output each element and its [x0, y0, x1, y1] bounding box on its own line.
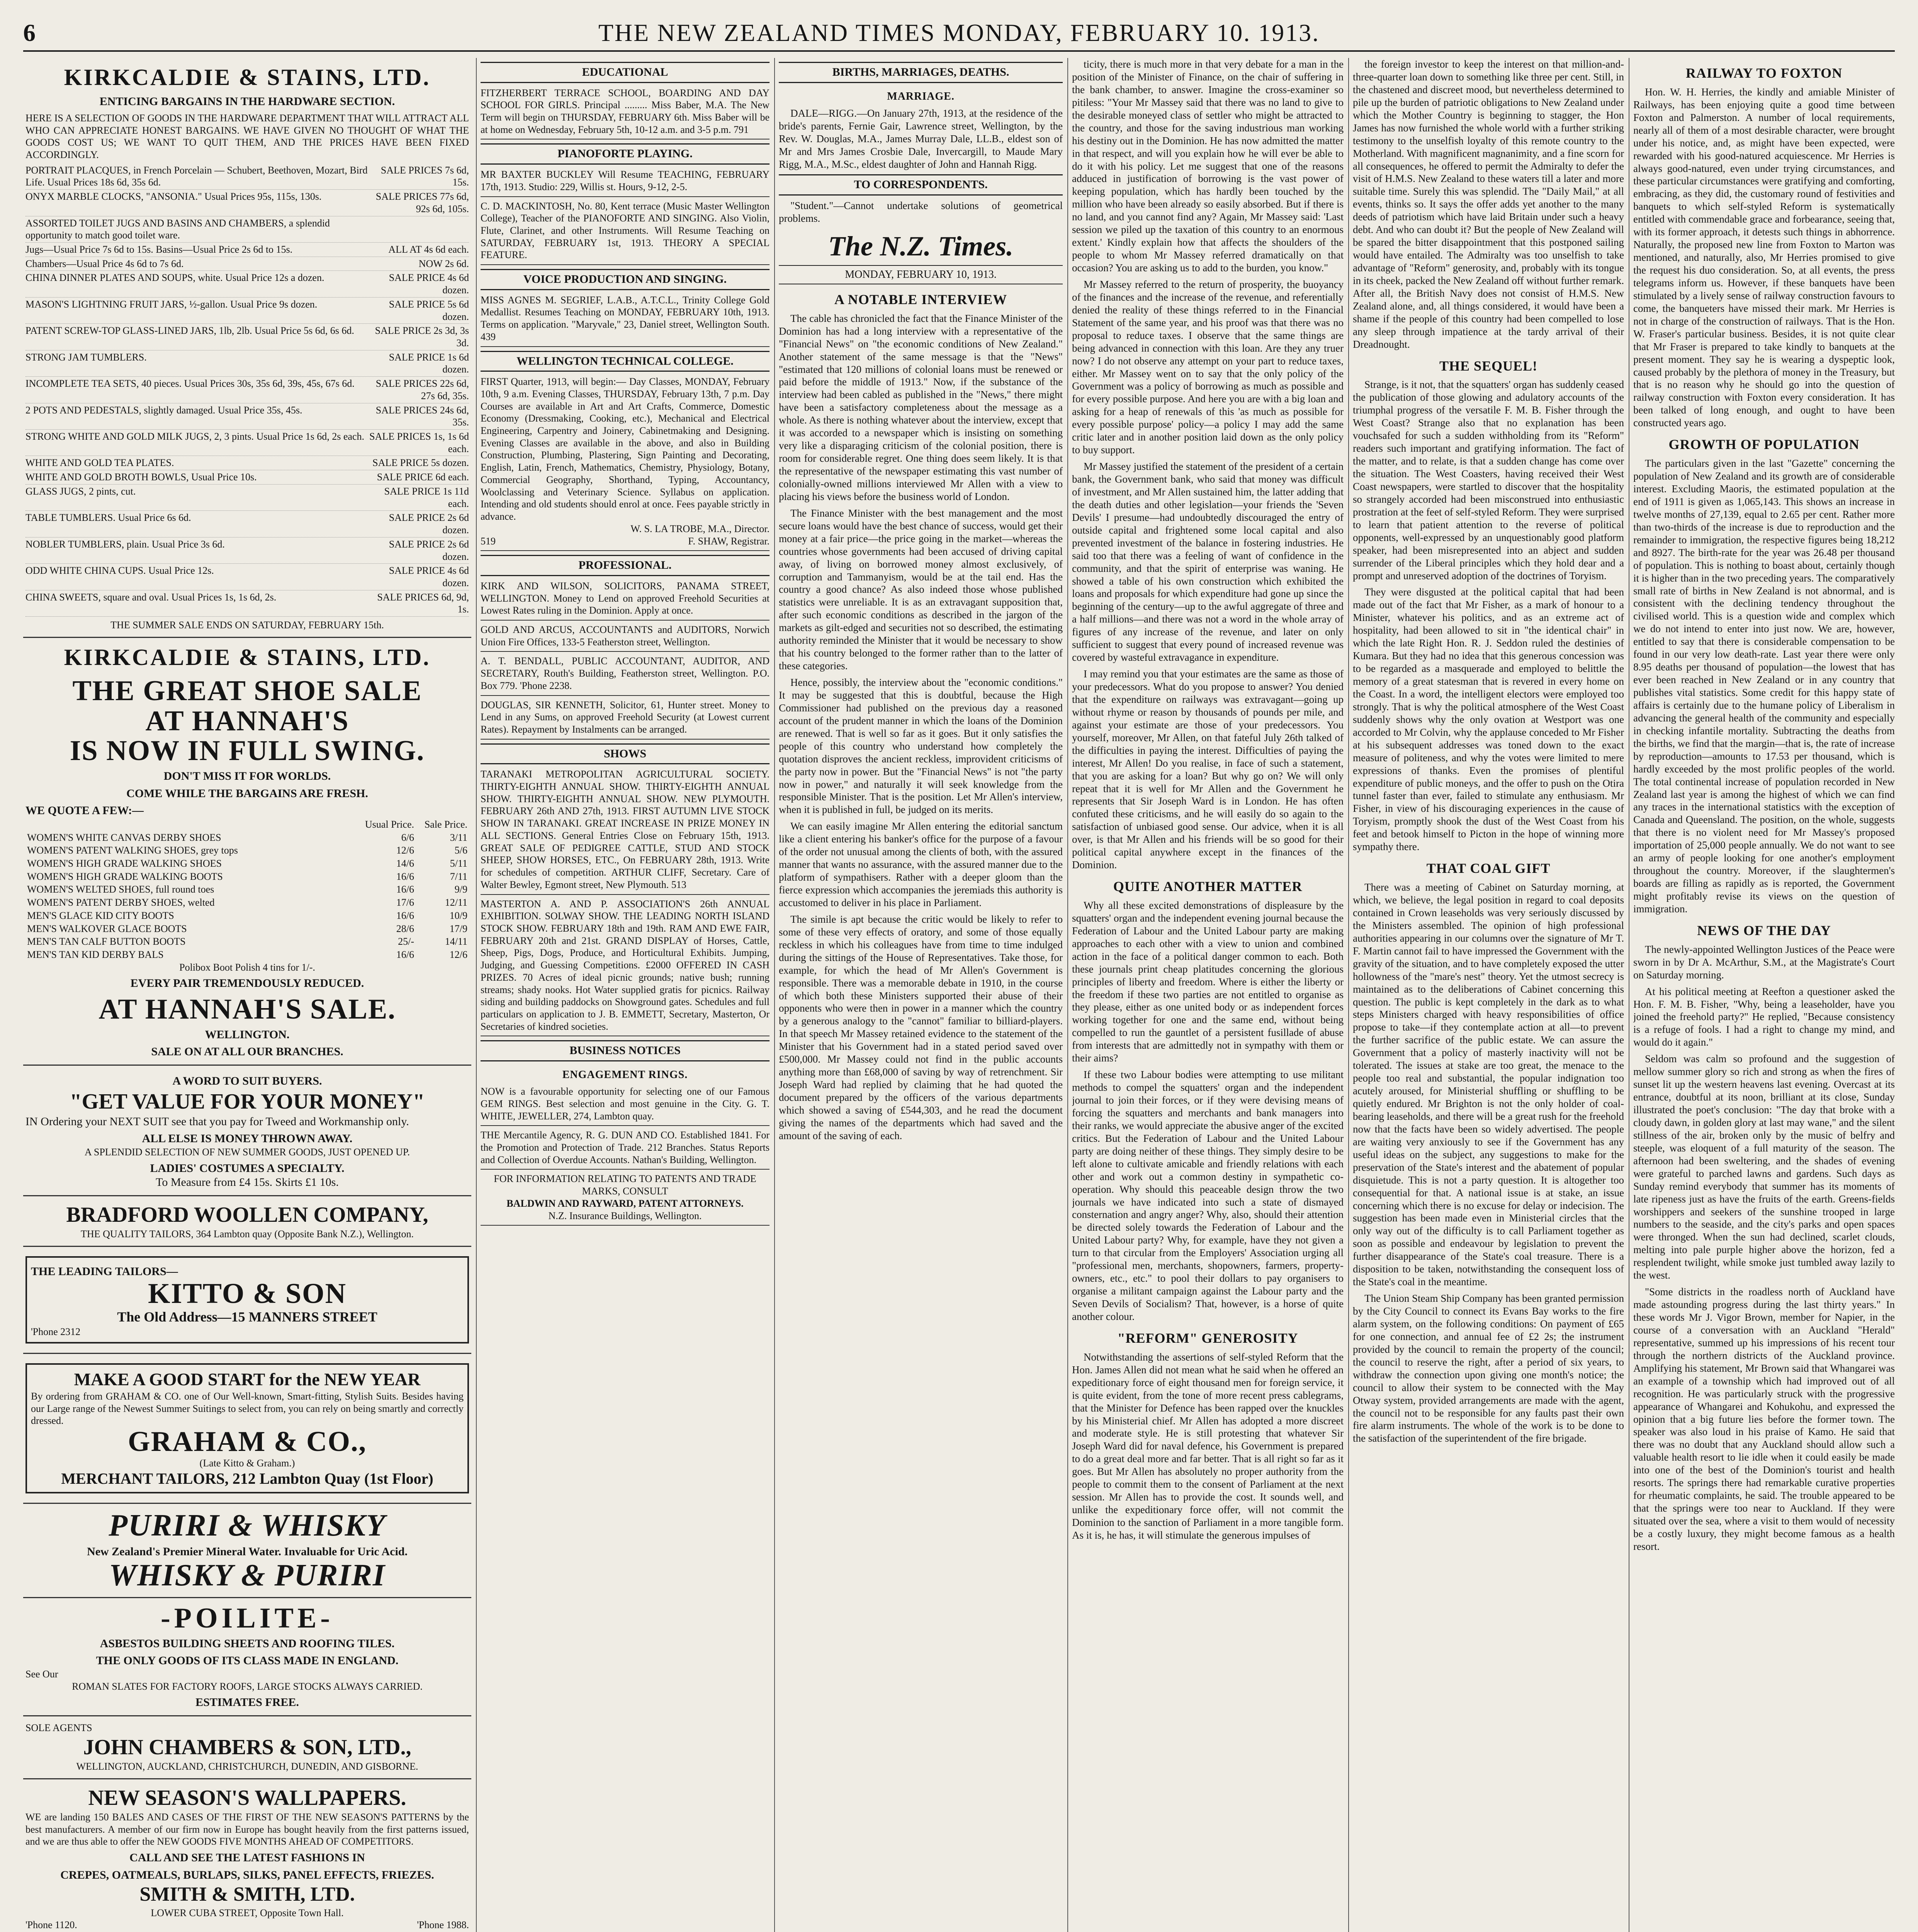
advertising-column: [23, 58, 471, 1932]
price-row: CHINA SWEETS, square and oval. Usual Prices 1s, 1s 6d, 2s. SALE PRICES 6d, 9d, 1s.: [25, 590, 469, 617]
table-row: WOMEN'S HIGH GRADE WALKING SHOES 14/6 5/11: [27, 858, 467, 869]
shoe-price-table: [25, 818, 469, 961]
ad-heading-2: SMITH & SMITH, LTD.: [139, 1883, 355, 1906]
table-row: MEN'S TAN CALF BUTTON BOOTS 25/- 14/11: [27, 936, 467, 947]
value-for-money-ad: [23, 1066, 471, 1196]
notice-masterton-show: MASTERTON A. AND P. ASSOCIATION'S 26th ANNUAL EXHIBITION. SOLWAY SHOW. THE LEADING NORTH ISLAND STOCK SHOW. FEBRUARY 18th and 19th. RAM AND EWE FAIR, FEBRUARY 20th and 21st. GRAND DISPLAY of Horses, Cattle, Sheep, Pigs, Dogs, Produce, and Horticultural Exhibits. Jumping, Judging, and Guessing Competitions. £2000 OFFERED IN CASH PRIZES. 70 Acres of ideal picnic grounds; native bush; running streams; shady nooks. Hot Water supplied gratis for picnics. Railway siding and building paddocks on Showground gates. Schedules and full particulars on application to J. B. EMMETT, Secretary, Masterton, Or Secretaries of kindred societies.: [481, 898, 770, 1037]
notice-mackintosh: C. D. MACKINTOSH, No. 80, Kent terrace (Music Master Wellington College), Teacher of the PIANOFORTE AND SINGING. Also Violin, Flute, Clarinet, and other Instruments. Will Resume Teaching on SATURDAY, FEBRUARY 1st, 1913. THEORY A SPECIAL FEATURE.: [481, 200, 770, 265]
shoe-sale-ad: [23, 638, 471, 1066]
article-paragraph: The Union Steam Ship Company has been granted permission by the City Council to connect its Evans Bay works to the fire alarm system, on the following conditions: On payment of £65 for one connection, and annual fee of £2 2s; the instrument provided by the council to remain the property of the council; the council to reserve the right, after a period of six years, to withdraw the connection upon giving one month's notice; the council to allow their system to be connected with the May Otway system, provided arrangements are made with the agent, the council not to be responsible for any faults past their own fire alarm instruments. The whole of the work is to be done to the satisfaction of the superintendent of the fire brigade.: [1353, 1293, 1624, 1444]
notice-segrief: MISS AGNES M. SEGRIEF, L.A.B., A.T.C.L., Trinity College Gold Medallist. Resumes Teaching on MONDAY, FEBRUARY 10th, 1913. Terms on application. "Maryvale," 23, Daniel street, Wellington South. 439: [481, 294, 770, 347]
price-row: PATENT SCREW-TOP GLASS-LINED JARS, 1lb, 2lb. Usual Price 5s 6d, 6s 6d. SALE PRICE 2s 3d, 3s 3d.: [25, 324, 469, 350]
article-paragraph: ticity, there is much more in that very debate for a man in the position of the Minister of Finance, on the chair of suffering in the bank chamber, to answer. Imagine the cross-examiner so pitiless: "Your Mr Massey said that there was no land to give to the desirable moneyed class of settler who might be attracted to the country, and those for the saving industrious man working his destiny out in the Dominion. He has now admitted the matter in that respect, and will you explain how he will ever be able to do it with his policy. Let me suggest that one of the reasons adduced in justification of borrowing is the vast power of keeping population, which has hardly been touched by the million who have been already so easily absorbed. But if there is no land, and you cannot find any? Again, Mr Massey said: 'Last session we piled up the taxation of this country to an enormous extent.' Kindly explain how that affects the shoulders of the people to whom Mr Massey referred dramatically on that occasion? You are asking us to add to the burden, you know.": [1072, 58, 1344, 274]
notice-kirk-wilson: KIRK AND WILSON, SOLICITORS, PANAMA STREET, WELLINGTON. Money to Lend on approved Freehold Securities at Lowest Rates ruling in the Dominion. Apply at once.: [481, 580, 770, 621]
bradford-woollen-ad: [23, 1196, 471, 1247]
article-paragraph: There was a meeting of Cabinet on Saturday morning, at which, we believe, the legal position in regard to coal deposits contained in Crown leaseholds was very seriously discussed by the Ministers assembled. The opinion of high professional authorities appearing in our columns over the signature of Mr T. F. Martin cannot fail to have impressed the Government with the gravity of the situation, and to have completely exposed the utter hollowness of the "mare's nest" theory. Yet the utmost secrecy is maintained as to the deliberations of Cabinet concerning this question. The public is kept completely in the dark as to what steps Ministers charged with heavy responsibilities of office propose to take—if they contemplate action at all—to prevent the further sacrifice of the public estate. We can assure the Government that a policy of masterly inactivity will not be tolerated. The issues at stake are too great, the menace to the people too real and substantial, the popular indignation too acutely aroused, for Ministerial shuffling or shuffling to be quietly endured. Mr Brighton is not the only holder of coal-bearing leaseholds, and there will be a great rush for the freehold now that the facts have been so widely advertised. The people are waiting very anxiously to see if the Government has any useful ideas on the subject, any suggestions to make for the preservation of the State's interest and the abatement of popular disquietude. This is not a party question. It is altogether too consequential for that. A national issue is at stake, an issue concerning which there is no excuse for delay or indecision. The suggestion has been made even in Ministerial circles that the only way out of the difficulty is to call Parliament together as soon as possible and endeavour by legislation to prevent the further disappearance of the State's coal treasure. There is a disposition to be taken, notwithstanding the consequent loss of the State's coal in the meantime.: [1353, 881, 1624, 1288]
shoe-quote-label: WE QUOTE A FEW:—: [25, 804, 144, 817]
ad-heading: JOHN CHAMBERS & SON, LTD.,: [83, 1735, 411, 1759]
price-row: ASSORTED TOILET JUGS AND BASINS AND CHAMBERS, a splendid opportunity to match good toilet ware.: [25, 216, 469, 243]
column-rule: [774, 58, 775, 1932]
ad-heading: KIRKCALDIE & STAINS, LTD.: [64, 644, 431, 670]
polish-offer: Polibox Boot Polish 4 tins for 1/-.: [179, 961, 315, 973]
article-title-coal-gift: THAT COAL GIFT: [1426, 861, 1551, 876]
article-paragraph: Mr Massey referred to the return of prosperity, the buoyancy of the finances and the increase of the revenue, and referentially denied the reality of these things referred to in the Financial Statement of the same year, and his proof was that there was no proposal to reduce taxes. I observe that the same things are being advanced in connection with this loan. Are they any truer now? I do not observe any attempt on your part to reduce taxes, either. Mr Massey went on to say that the only policy of the Government was a policy of borrowing as much as possible and for every possible purpose. And here you are with a big loan and asking for a heap of renewals of this 'as much as possible for every possible purpose' policy—a policy I may add the same critic later and in another position laid down as the only policy to buy support.: [1072, 278, 1344, 456]
graham-co-ad: [23, 1354, 471, 1504]
sale-end-note: THE SUMMER SALE ENDS ON SATURDAY, FEBRUARY 15th.: [110, 619, 384, 631]
price-row: Jugs—Usual Price 7s 6d to 15s. Basins—Usual Price 2s 6d to 15s. ALL AT 4s 6d each.: [25, 243, 469, 257]
marriage-notice: DALE—RIGG.—On January 27th, 1913, at the residence of the bride's parents, Fernie Gair, Lawrence street, Wellington, by the Rev. W. Douglas, M.A., James Murray Dale, LL.B., eldest son of Mr and Mrs James Crosbie Dale, Invercargill, to Maude Mary Rigg, M.A., M.Sc., eldest daughter of John and Hannah Rigg.: [779, 107, 1063, 170]
ad-frame: [25, 1363, 469, 1493]
article-paragraph: They were disgusted at the political capital that had been made out of the fact that Mr Fisher, as a mark of honour to a Minister, whatever his politics, and as an extreme act of hospitality, had been allowed to sit in "the identical chair" in which the late Right Hon. R. J. Seddon ruled the destinies of Kumara. But they had no idea that this generous concession was to be regarded as a masquerade and employed to belittle the memory of a great statesman that is revered in every home on the Coast. In a word, the intelligent electors were employed too strongly. That is why the political atmosphere of the West Coast suddenly shows why the only ovation at Westport was one accorded to Mr Colvin, why the applause conceded to Mr Fisher at his subsequent addresses was toned down to the exact measure of politeness, and why the votes were limited to mere expressions of thanks. Even the promises of plentiful expenditure of public moneys, and the offer to push on the Otira tunnel faster than ever, failed to stimulate any enthusiasm. Mr Fisher, in view of his discouraging experiences in the cause of Toryism, promptly shook the dust of the West Coast from his feet and betook himself to Picton in the hope of winning more sympathy there.: [1353, 586, 1624, 853]
ad-line: To Measure from £4 15s. Skirts £1 10s.: [156, 1176, 339, 1189]
notice-bendall: A. T. BENDALL, PUBLIC ACCOUNTANT, AUDITOR, AND SECRETARY, Routh's Building, Featherston street, Wellington. P.O. Box 779. 'Phone 2238.: [481, 655, 770, 696]
ad-line: ROMAN SLATES FOR FACTORY ROOFS, LARGE STOCKS ALWAYS CARRIED.: [72, 1680, 423, 1692]
editorial-column-1: [779, 58, 1063, 1932]
correspondents-heading: TO CORRESPONDENTS.: [779, 174, 1063, 196]
article-title-quite-another-matter: QUITE ANOTHER MATTER: [1113, 879, 1303, 895]
article-paragraph: the foreign investor to keep the interest on that million-and-three-quarter loan down to something like three per cent. Still, in the chastened and discreet mood, but nevertheless determined to pile up the burden of patriotic obligations to New Zealand under which the Mother Country is beginning to stagger, the Hon James has now furnished the whole world with a further striking testimony to the unselfish loyalty of this remote country to the Motherland. With magnificent magnanimity, and a fine scorn for all consequences, he offered to permit the Admiralty to defer the visit of H.M.S. New Zealand to these waters till a later and more suitable time. Surely this was splendid. The "Daily Mail," at all events, thinks so. It says the offer adds yet another to the many deeds of patriotism which have laid Britain under such a heavy debt. And who can doubt it? But the people of New Zealand will be spared the bitter disappointment that this postponed sailing would have entailed. The Admiralty was too unselfish to take advantage of "Reform" generosity, and, probably with its tongue in its cheek, packed the New Zealand off without further remark. After all, the British Navy does not consist of H.M.S. New Zealand alone, and, all things considered, it would have been a shame if the people of this country had been compelled to lose any sleep through impatience at the tardy arrival of their Dreadnought.: [1353, 58, 1624, 350]
article-paragraph: Seldom was calm so profound and the suggestion of mellow summer glory so rich and strong as when the fires of sunset lit up the western heavens last evening. Overcast at its entrance, doubtful at its noon, brilliant at its close, Sunday illustrated the poet's conclusion: "The day that broke with a cloudy dawn, in golden glory at last may wane," and the silent stillness of the air, broken only by the music of belfry and steeple, was eloquent of a full maturity of the season. The afternoon had been sweltering, and the shades of evening were grateful to parched lawns and gardens. Such days as Sunday remind everybody that summer has its moments of late ripeness just as have the fruits of the earth. Greens-fields worshippers and seekers of the sunshine trooped in large numbers to the seaside, and the city's parks and open spaces were thronged. When the sun had declined, scarlet clouds, melting into pale purple higher above the horizon, fed a resplendent twilight, while smoke just tumbled away lazily to the west.: [1633, 1053, 1895, 1281]
ad-heading: "GET VALUE FOR YOUR MONEY": [70, 1089, 425, 1114]
correspondents-notice: "Student."—Cannot undertake solutions of geometrical problems.: [779, 200, 1063, 224]
ad-pretitle: MAKE A GOOD START for the NEW YEAR: [74, 1369, 421, 1389]
article-paragraph: Notwithstanding the assertions of self-styled Reform that the Hon. James Allen did not mean what he said when he offered an expeditionary force of eight thousand men for foreign service, it is quite evident, from the tone of more recent press cablegrams, that the Minister for Defence has been rapped over the knuckles by his Ministerial chief. Mr Allen has adopted a more discreet and moderate style. He is still protesting that whatever Sir Joseph Ward did for naval defence, his Government is prepared to do a great deal more and far better. That is all right so far as it goes. But Mr Allen has absolutely no proper authority from the people to commit them to the consent of Parliament at the next session. Mr Allen has to provide the cost. It sounds well, and unlike the expeditionary force offer, will not commit the Dominion to the sanction of Parliament in a more tangible form. As it is, he has, it will stimulate the generous impulses of: [1072, 1351, 1344, 1541]
notice-technical-college: FIRST Quarter, 1913, will begin:— Day Classes, MONDAY, February 10th, 9 a.m. Evening Classes, THURSDAY, February 13th, 7 p.m. Day Courses are available in Art and Art Crafts, Commerce, Domestic Economy (Dressmaking, Cooking, etc.), Mechanical and Electrical Engineering, Carpentry and Joinery, Cabinetmaking and Designing. Evening Classes are available in the above, and also in Building Construction, Plumbing, Plastering, Sign Painting and Decorating, English, Latin, French, Mathematics, Chemistry, Physiology, Botany, Commercial Geography, Shorthand, Typing, Accountancy, Woolclassing and Veterinary Science. Syllabus on application. Intending and old students should enrol at once. Fees payable strictly in advance. W. S. LA TROBE, M.A., Director. 519 F. SHAW, Registrar.: [481, 376, 770, 551]
ad-phones: [25, 1919, 469, 1931]
article-paragraph: The Finance Minister with the best management and the most secure loans would have the best chance of success, would get their money at a fair price—the price going in the market—whereas the countries whose governments had been accused of driving capital away, of living on borrowed money almost exclusively, of corruption and Tammanyism, would be at the tail end. Has the country a good chance? As also indeed those whose published statistics were unreliable. It is as an extravagant supposition that, after such economic conditions as described in the jargon of the markets as gilt-edged and securities not so described, the estimating authority reminded the Minister that it would be necessary to show that his country belonged to the former rather than to the latter of these categories.: [779, 507, 1063, 672]
table-row: WOMEN'S PATENT WALKING SHOES, grey tops 12/6 5/6: [27, 845, 467, 856]
price-row: ONYX MARBLE CLOCKS, "ANSONIA." Usual Prices 95s, 115s, 130s. SALE PRICES 77s 6d, 92s 6d, 105s.: [25, 190, 469, 216]
price-row: ODD WHITE CHINA CUPS. Usual Price 12s. SALE PRICE 4s 6d dozen.: [25, 564, 469, 590]
price-row: STRONG WHITE AND GOLD MILK JUGS, 2, 3 pints. Usual Price 1s 6d, 2s each. SALE PRICES 1s, 1s 6d each.: [25, 430, 469, 456]
ad-heading: BRADFORD WOOLLEN COMPANY,: [66, 1202, 428, 1227]
table-row: MEN'S WALKOVER GLACE BOOTS 28/6 17/9: [27, 923, 467, 934]
price-row: CHINA DINNER PLATES AND SOUPS, white. Usual Price 12s a dozen. SALE PRICE 4s 6d dozen.: [25, 271, 469, 297]
notice-dun-agency: THE Mercantile Agency, R. G. DUN AND CO. Established 1841. For the Promotion and Protection of Trade. 212 Branches. Status Reports and Collection of Overdue Accounts. Nathan's Building, Wellington.: [481, 1129, 770, 1170]
ad-line: ASBESTOS BUILDING SHEETS AND ROOFING TILES.: [100, 1637, 395, 1650]
newspaper-logo: The N.Z. Times.: [828, 230, 1014, 262]
table-row: WOMEN'S WELTED SHOES, full round toes 16/6 9/9: [27, 884, 467, 895]
ad-intro: HERE IS A SELECTION OF GOODS IN THE HARDWARE DEPARTMENT THAT WILL ATTRACT ALL WHO CAN APPRECIATE HONEST BARGAINS. WE HAVE GIVEN NO THOUGHT OF WHAT THE GOODS COST US; WE WANT TO QUIT THEM, AND THE PRICES HAVE BEEN FIXED ACCORDINGLY.: [25, 112, 469, 160]
ad-subheading: THE QUALITY TAILORS, 364 Lambton quay (Opposite Bank N.Z.), Wellington.: [81, 1228, 414, 1240]
article-paragraph: Hon. W. H. Herries, the kindly and amiable Minister of Railways, has been enjoying quite a good time between Foxton and Palmerston. A number of local requirements, nearly all of them of a most desirable character, were brought under his notice, and, as might have been expected, were rewarded with his good-natured acquiescence. Mr Herries is always good-natured, even under trying circumstances, and these particular circumstances were gratifying and comforting, embracing, as they did, the customary round of festivities and banquets to which self-styled Reform is systematically entitled with commendable grace and forbearance, seeing that, with its former approach, it detests such things in abhorrence. Naturally, the proposed new line from Foxton to Marton was mentioned, and naturally, also, Mr Herries promised to give the request his duo consideration. So, at all events, the press telegrams inform us. However, if these banquets have been stimulated by a lively sense of railway construction favours to come, the banqueters have missed their mark. Mr Herries is not in charge of the construction of railways. That is the Hon. W. Fraser's particular business. Besides, it is not quite clear that Mr Fraser is prepared to take kindly to banquets at the present moment. They say he is wearing a dyspeptic look, caused probably by the plethora of money in the Treasury, but that is no reason why he should go into the question of railway construction with Foxton every consideration. It has been talked of long enough, and ought to have been constructed years ago.: [1633, 86, 1895, 429]
kitto-son-ad: [23, 1247, 471, 1354]
table-row: WOMEN'S HIGH GRADE WALKING BOOTS 16/6 7/11: [27, 871, 467, 882]
article-title-growth-population: GROWTH OF POPULATION: [1668, 437, 1860, 452]
article-paragraph: We can easily imagine Mr Allen entering the editorial sanctum like a client entering his banker's office for the purpose of a favour of the order not unusual among the clients of both, with the assured manner that wants no assurance, with the assured manner due to the platform of sympathisers. Rather with a deeper gloom than the fierce expression which accompanies the jeremiads this authority is accustomed to deliver in his place in Parliament.: [779, 820, 1063, 908]
engagement-rings-heading: ENGAGEMENT RINGS.: [562, 1069, 688, 1081]
ad-phone: 'Phone 1988.: [417, 1919, 469, 1931]
price-row: MASON'S LIGHTNING FRUIT JARS, ½-gallon. Usual Price 9s dozen. SALE PRICE 5s 6d dozen.: [25, 298, 469, 324]
ad-heading: KITTO & SON: [148, 1277, 347, 1310]
newspaper-title: THE NEW ZEALAND TIMES MONDAY, FEBRUARY 10. 1913.: [598, 19, 1320, 46]
ad-address: The Old Address—15 MANNERS STREET: [117, 1309, 377, 1325]
ad-pretitle: THE LEADING TAILORS—: [31, 1265, 178, 1278]
notice-white-jeweller: NOW is a favourable opportunity for selecting one of our Famous GEM RINGS. Best selection and most genuine in the City. G. T. WHITE, JEWELLER, 274, Lambton quay.: [481, 1085, 770, 1126]
ad-phone: 'Phone 1120.: [25, 1919, 77, 1931]
ad-heading: GRAHAM & CO.,: [128, 1426, 367, 1458]
article-paragraph: Strange, is it not, that the squatters' organ has suddenly ceased the publication of those glowing and adulatory accounts of the triumphal progress of the versatile F. M. B. Fisher through the West Coast? Strange also that no explanation has been vouchsafed for such a sudden withholding from its "Reform" readers such important and gratifying information. The fact of the matter, and to relate, is that a sudden change has come over the situation. The West Coasters, having received their West Coast newspapers, were startled to discover that the hospitality so strangely accorded had been misconstrued into enthusiastic prostration at the feet of self-styled Reform. They were surprised to learn that patient attention to the reverse of political opponents, well-expressed by an unquestionably good platform speaker, had been misrepresented into an abject and sudden surrender of the Liberal principles which they hold dear and a prompt and unreserved adoption of the doctrines of Toryism.: [1353, 379, 1624, 582]
article-paragraph: If these two Labour bodies were attempting to use militant methods to compel the squatters' organ and the independent journal to join their forces, or if they were devising means of forcing the squatters and merchants and bank managers into their ranks, we would appreciate the abusive anger of the excited critics. But the Federation of Labour and the United Labour party are doing neither of these things. They simply desire to be left alone to cultivate amicable and friendly relations with each other and work out a common destiny in sympathetic co-operation. Why should this peaceable design throw the two journals we have indicated into such a state of dismayed consternation and angry anger? Why, also, should their attention be directed solely towards the Federation of Labour and the United Labour party? Why, for example, have they not given a turn to that circular from the Employers' Association urging all "professional men, merchants, shopowners, farmers, property-owners, etc., etc." to pool their dollars to pay organisers to organise a militant campaign against the Labour party and the Seven Devils of Socialism? That, however, is a horse of quite another colour.: [1072, 1069, 1344, 1322]
john-chambers-ad: [23, 1716, 471, 1779]
column-rule: [476, 58, 477, 1932]
ad-body: By ordering from GRAHAM & CO. one of Our Well-known, Smart-fitting, Stylish Suits. Besides having our Large range of the Newest Summer Suitings to select from, you can rely on being smartly and correctly dressed.: [31, 1390, 464, 1427]
shoe-sale-line: COME WHILE THE BARGAINS ARE FRESH.: [126, 787, 368, 800]
column-rule: [1067, 58, 1068, 1932]
article-paragraph: The cable has chronicled the fact that the Finance Minister of the Dominion has had a long interview with a representative of the "Financial News" on "the economic conditions of New Zealand." Another statement of the same message is that the "News" "estimated that 120 millions of colonial loans must be renewed or paid before the middle of 1913." Now, if the substance of the interview had been cabled as published in the "News," there might have been a satisfactory completeness about the message as a whole. As there is nothing whatever about the interview, except that it was accorded to a newspaper which is insisting on something very like a disparaging criticism of the colonial position, there is room for considerable regret. One thing does seem likely. It is that the representative of the newspaper estimating this vast number of colonially-owned millions interviewed Mr Allen with a view to placing his views before the business world of London.: [779, 312, 1063, 502]
shoe-sale-title-2: AT HANNAH'S: [145, 705, 349, 737]
section-heading-voice: VOICE PRODUCTION AND SINGING.: [481, 269, 770, 290]
editorial-column-4: [1633, 58, 1895, 1932]
ad-address: LOWER CUBA STREET, Opposite Town Hall.: [151, 1907, 344, 1918]
ad-heading: NEW SEASON'S WALLPAPERS.: [88, 1786, 406, 1810]
price-list: [25, 163, 469, 617]
poilite-ad: [23, 1598, 471, 1716]
ad-note: (Late Kitto & Graham.): [199, 1457, 295, 1469]
price-row: GLASS JUGS, 2 pints, cut. SALE PRICE 1s 11d each.: [25, 485, 469, 511]
hannah-branches: SALE ON AT ALL OUR BRANCHES.: [151, 1045, 343, 1058]
ad-line: CALL AND SEE THE LATEST FASHIONS IN: [129, 1851, 365, 1864]
section-heading-pianoforte: PIANOFORTE PLAYING.: [481, 143, 770, 165]
ad-heading: KIRKCALDIE & STAINS, LTD.: [64, 65, 431, 90]
article-title-railway-foxton: RAILWAY TO FOXTON: [1685, 65, 1843, 81]
ad-address: MERCHANT TAILORS, 212 Lambton Quay (1st Floor): [61, 1469, 433, 1487]
page-number: 6: [23, 19, 36, 46]
table-row: WOMEN'S WHITE CANVAS DERBY SHOES 6/6 3/11: [27, 832, 467, 843]
shoe-sale-title-3: IS NOW IN FULL SWING.: [70, 735, 425, 767]
editorial-column-2: [1072, 58, 1344, 1932]
article-paragraph: The newly-appointed Wellington Justices of the Peace were sworn in by Dr A. McArthur, S.M., at the Magistrate's Court on Saturday morning.: [1633, 943, 1895, 981]
section-heading-shows: SHOWS: [481, 743, 770, 765]
notice-fitzherbert: FITZHERBERT TERRACE SCHOOL, BOARDING AND DAY SCHOOL FOR GIRLS. Principal ......... Miss Baber, M.A. The New Term will begin on THURSDAY, FEBRUARY 6th. Miss Baber will be at home on Wednesday, February 5th, 10-12 a.m. and 3-5 p.m. 791: [481, 87, 770, 140]
puriri-whisky-ad: [23, 1504, 471, 1598]
notice-patents: FOR INFORMATION RELATING TO PATENTS AND TRADE MARKS, CONSULT BALDWIN AND RAYWARD, PATENT ATTORNEYS. N.Z. Insurance Buildings, Wellington.: [481, 1173, 770, 1226]
article-paragraph: At his political meeting at Reefton a questioner asked the Hon. F. M. B. Fisher, "Why, being a leaseholder, have you joined the freehold party?" He replied, "Because consistency is a refuge of fools. I had a right to change my mind, and would do it again.": [1633, 985, 1895, 1048]
table-row: MEN'S GLACE KID CITY BOOTS 16/6 10/9: [27, 910, 467, 921]
table-row: MEN'S TAN KID DERBY BALS 16/6 12/6: [27, 949, 467, 961]
price-row: TABLE TUMBLERS. Usual Price 6s 6d. SALE PRICE 2s 6d dozen.: [25, 511, 469, 537]
hannah-sale-title: AT HANNAH'S SALE.: [99, 993, 396, 1026]
ad-heading: PURIRI & WHISKY: [109, 1509, 386, 1543]
article-paragraph: Hence, possibly, the interview about the "economic conditions." It may be suggested that this is doubtful, because the High Commissioner had published on the previous day a reasoned account of the prudent manner in which the loans of the Dominion are renewed. That is well so far as it goes. But it only satisfies the people of this country who understand how completely the quotation disproves the ancient reckless, improvident criticisms of the party now in power. But the "Financial News" is not "the party now in power," and naturally it will seek knowledge from the responsible Minister. That is the position. Let Mr Allen's interview, when it is published in full, be judged on its merits.: [779, 677, 1063, 816]
article-paragraph: The particulars given in the last "Gazette" concerning the population of New Zealand and its growth are of considerable interest. Excluding Maoris, the estimated population at the end of 1911 is given as 1,065,143. This shows an increase in twelve months of 27,139, equal to 2.65 per cent. Rather more than two-thirds of the increase is due to reproduction and the remainder to immigration, the respective figures being 18,212 and 8927. The birth-rate for the year was 26.48 per thousand of population. This is nothing to boast about, certainly though it is higher than in the two preceding years. The comparatively small rate of births in New Zealand is not abnormal, and is consistent with the declining tendency throughout the civilised world. This is a question wide and complex which we do not intend to enter into just now. We are, however, entitled to say that there is considerable compensation to be found in our very low death-rate. Last year there were only 8.95 deaths per thousand of population—the lowest that has ever been reached in New Zealand or in any country that publishes vital statistics. Some credit for this happy state of affairs is certainly due to the humane policy of Liberalism in advancing the general health of the community and especially in checking infantile mortality. Subtracting the deaths from the births, we find that the margin—that is, the rate of increase by reproduction—amounts to 17.53 per thousand, which is hardly exceeded by the most prolific peoples of the world. The total continental increase of population recorded in New Zealand last year is among the highest of which we can find any traces in the international statistics with the exception of Canada and Queensland. The position, on the whole, suggests that there is no violent need for Mr Massey's proposed importation of 25,000 people annually. We do not want to see an army of people looking for one another's employment throughout the country. Moreover, if the slaughtermen's boards are filling as rapidly as is reported, the Government might profitably revise its views on the question of immigration.: [1633, 457, 1895, 915]
column-rule: [1348, 58, 1349, 1932]
article-paragraph: Why all these excited demonstrations of displeasure by the squatters' organ and the independent evening journal because the Federation of Labour and the United Labour party are making approaches to each other with a view to union and combined action in the face of a political danger common to each. Both these journals print cheap platitudes concerning the glorious principles of liberty and freedom. Where is either the liberty or the freedom if these two parties are not entitled to organise as they please, either as one united body or as independent forces working together for one and the same end, without being compelled to run the gauntlet of a persistent fusillade of abuse from interests that are admittedly not in sympathy with them or their aims?: [1072, 899, 1344, 1064]
ad-subheading: ENTICING BARGAINS IN THE HARDWARE SECTION.: [99, 95, 395, 108]
reduced-note: EVERY PAIR TREMENDOUSLY REDUCED.: [130, 977, 364, 990]
section-heading-bmd: BIRTHS, MARRIAGES, DEATHS.: [779, 62, 1063, 83]
notice-gold-arcus: GOLD AND ARCUS, ACCOUNTANTS and AUDITORS, Norwich Union Fire Offices, 133-5 Featherston street, Wellington.: [481, 624, 770, 652]
ad-line: See Our: [25, 1668, 58, 1680]
price-row: 2 POTS AND PEDESTALS, slightly damaged. Usual Price 35s, 45s. SALE PRICES 24s 6d, 35s.: [25, 403, 469, 430]
ad-phone: 'Phone 2312: [31, 1326, 81, 1338]
article-title-reform-generosity: "REFORM" GENEROSITY: [1117, 1330, 1298, 1346]
ad-line: ALL ELSE IS MONEY THROWN AWAY.: [142, 1132, 353, 1145]
kirkcaldie-hardware-ad: [23, 58, 471, 638]
notice-baxter: MR BAXTER BUCKLEY Will Resume TEACHING, FEBRUARY 17th, 1913. Studio: 229, Willis st. Hours, 9-12, 2-5.: [481, 168, 770, 197]
ad-heading-2: WHISKY & PURIRI: [109, 1558, 386, 1592]
section-heading-professional: PROFESSIONAL.: [481, 555, 770, 576]
table-header: Usual Price. Sale Price.: [365, 818, 467, 830]
ad-line: ESTIMATES FREE.: [195, 1696, 299, 1709]
article-title-the-sequel: THE SEQUEL!: [1439, 358, 1538, 374]
ad-pretitle: A WORD TO SUIT BUYERS.: [172, 1074, 322, 1087]
shoe-sale-line: DON'T MISS IT FOR WORLDS.: [163, 770, 331, 783]
price-row: WHITE AND GOLD BROTH BOWLS, Usual Price 10s. SALE PRICE 6d each.: [25, 470, 469, 485]
ad-subheading: New Zealand's Premier Mineral Water. Invaluable for Uric Acid.: [87, 1545, 408, 1558]
hannah-city: WELLINGTON.: [205, 1028, 290, 1041]
editorial-column-3: [1353, 58, 1624, 1932]
article-title-news-of-the-day: NEWS OF THE DAY: [1697, 922, 1831, 938]
shoe-sale-title: THE GREAT SHOE SALE: [72, 675, 422, 707]
ad-body: WE are landing 150 BALES AND CASES OF THE FIRST OF THE NEW SEASON'S PATTERNS by the best manufacturers. A member of our firm now in Europe has bought heavily from the first patterns issued, and we are thus able to offer the NEW GOODS FIVE MONTHS AHEAD OF COMPETITORS.: [25, 1811, 469, 1847]
article-paragraph: "Some districts in the roadless north of Auckland have made astounding progress during the last thirty years." In these words Mr J. Vigor Brown, member for Napier, in the course of a conversation with an Auckland "Herald" representative, summed up his impressions of his recent tour through the northern districts of the Auckland province. Amplifying his statement, Mr Brown said that Whangarei was an example of a township which had improved out of all recognition. He was particularly struck with the progressive appearance of Whangarei and Kohukohu, and expressed the opinion that a big future lies before the former town. The speaker was also loud in his praise of Kamo. He said that there was no doubt that any Auckland should allow such a valuable health resort to lie idle when it could easily be made into one of the best of the Dominion's tourist and health resorts. The springs there had remarkable curative properties for rheumatic complaints, he said. The trouble appeared to be that the springs were too near to Auckland. If they were situated over the sea, where a visit to them would of necessity be a costly luxury, they might become famous as a health resort.: [1633, 1286, 1895, 1552]
table-row: WOMEN'S PATENT DERBY SHOES, welted 17/6 12/11: [27, 897, 467, 908]
ad-line: CREPES, OATMEALS, BURLAPS, SILKS, PANEL EFFECTS, FRIEZES.: [60, 1868, 434, 1881]
ad-line: A SPLENDID SELECTION OF NEW SUMMER GOODS, JUST OPENED UP.: [85, 1146, 410, 1158]
article-paragraph: I may remind you that your estimates are the same as those of your predecessors. What do you propose to answer? You denied that the expenditure on railways was extravagant—going up without rhyme or reason by thousands of pounds per mile, and against your estimate are those of your predecessors. You yourself, moreover, Mr Allen, on that fateful July 26th talked of the difficulties in paying the interest. Difficulties of paying the interest, Mr Allen! Do you realise, in face of such a statement, that you are asking for a loan? But why go on? We will only repeat that it is well for Mr Allen and the Government he represents that Sir Joseph Ward is in London. He has often confuted these criticisms, and he will easily do so again to the satisfaction of unbiased good sense. Our advice, when it is all over, is that Mr Allen and his friends will be so good for their political capital anywhere except in the finances of the Dominion.: [1072, 668, 1344, 871]
price-row: WHITE AND GOLD TEA PLATES. SALE PRICE 5s dozen.: [25, 456, 469, 470]
marriage-heading: MARRIAGE.: [887, 90, 955, 102]
ad-subheading: WELLINGTON, AUCKLAND, CHRISTCHURCH, DUNEDIN, AND GISBORNE.: [76, 1760, 418, 1772]
section-heading-business: BUSINESS NOTICES: [481, 1040, 770, 1061]
article-paragraph: The simile is apt because the critic would be likely to refer to some of these very effects of oratory, and some of those equally reckless in which his colleagues have from time to time indulged during the sittings of the House of Representatives. Take those, for example, for which the head of Mr Allen's Government is responsible. There was a memorable debate in 1910, in the course of which both these Ministers supported their abuse of their opponents who were then in power in a manner which the country by a generous analogy to the "cannot" familiar to billiard-players. In that speech Mr Massey retained evidence to the statement of the Minister that his Government had in a stated period saved over £500,000. Mr Massey could not find in the public accounts anything more than £68,000 of saving by way of retrenchment. Sir Joseph Ward had replied by claiming that he had quoted the document prepared by the officers of the various departments which showed a saving of £544,303, and he read the document giving the names of the departments which had saved and the amount of the saving of each.: [779, 913, 1063, 1141]
ad-heading: -POILITE-: [161, 1602, 334, 1634]
ad-body: IN Ordering your NEXT SUIT see that you pay for Tweed and Workmanship only.: [25, 1115, 409, 1128]
notice-taranaki-show: TARANAKI METROPOLITAN AGRICULTURAL SOCIETY. THIRTY-EIGHTH ANNUAL SHOW. THIRTY-EIGHTH ANNUAL SHOW. THIRTY-EIGHTH ANNUAL SHOW. NEW PLYMOUTH. FEBRUARY 26th AND 27th, 1913. FIRST AUTUMN LIVE STOCK SHOW IN TARANAKI. GREAT INCREASE IN PRIZE MONEY IN ALL SECTIONS. General Entries Close on February 15th, 1913. GREAT SALE OF PEDIGREE CATTLE, STUD AND STOCK SHEEP, SHOW HORSES, ETC., On FEBRUARY 28th, 1913. Write for schedules of competition. ARTHUR CLIFF, Secretary. Care of Walter Bewley, Egmont street, New Plymouth. 513: [481, 768, 770, 895]
classified-column: [481, 58, 770, 1932]
ad-pretitle: SOLE AGENTS: [25, 1722, 92, 1733]
price-row: Chambers—Usual Price 4s 6d to 7s 6d. NOW 2s 6d.: [25, 257, 469, 271]
masthead: [23, 15, 1895, 52]
dateline: MONDAY, FEBRUARY 10, 1913.: [779, 265, 1063, 284]
section-heading-educational: EDUCATIONAL: [481, 62, 770, 83]
price-row: STRONG JAM TUMBLERS. SALE PRICE 1s 6d dozen.: [25, 350, 469, 377]
price-row: INCOMPLETE TEA SETS, 40 pieces. Usual Prices 30s, 35s 6d, 39s, 45s, 67s 6d. SALE PRICES 22s 6d, 27s 6d, 35s.: [25, 377, 469, 403]
price-row: PORTRAIT PLACQUES, in French Porcelain — Schubert, Beethoven, Mozart, Bird Life. Usual Prices 18s 6d, 35s 6d. SALE PRICES 7s 6d, 15s.: [25, 163, 469, 190]
section-heading-technical: WELLINGTON TECHNICAL COLLEGE.: [481, 351, 770, 372]
article-paragraph: Mr Massey justified the statement of the president of a certain bank, the Government bank, who said that money was difficult of investment, and Mr Allen sustained him, the latter adding that the death duties and other legislation—your friends the 'Seven Devils' I presume—had undoubtedly discouraged the entry of outside capital and frightened some local capital and also prevented investment of the balance in fostering industries. He said too that there was a feeling of want of confidence in the community, and that the spirit of enterprise was waning. He showed a table of his own construction which exhibited the loans and proposals for which expenditure had gone up since the beginning of the century—up to the awful aggregate of three and a half millions—and there was not a word in the whole array of figures of any increase of the revenue, and later on only sufficient to suggest that every pound of increased revenue was covered by wasteful extravagance in expenditure.: [1072, 461, 1344, 663]
wallpapers-ad: [23, 1779, 471, 1932]
ad-line: THE ONLY GOODS OF ITS CLASS MADE IN ENGLAND.: [96, 1654, 399, 1667]
price-row: NOBLER TUMBLERS, plain. Usual Price 3s 6d. SALE PRICE 2s 6d dozen.: [25, 537, 469, 564]
notice-douglas: DOUGLAS, SIR KENNETH, Solicitor, 61, Hunter street. Money to Lend in any Sums, on approved Freehold Security (at Lowest current Rates). Repayment by Instalments can be arranged.: [481, 699, 770, 740]
ad-line: LADIES' COSTUMES A SPECIALTY.: [150, 1162, 345, 1175]
article-title-notable-interview: A NOTABLE INTERVIEW: [834, 291, 1007, 307]
ad-frame: [25, 1256, 469, 1344]
